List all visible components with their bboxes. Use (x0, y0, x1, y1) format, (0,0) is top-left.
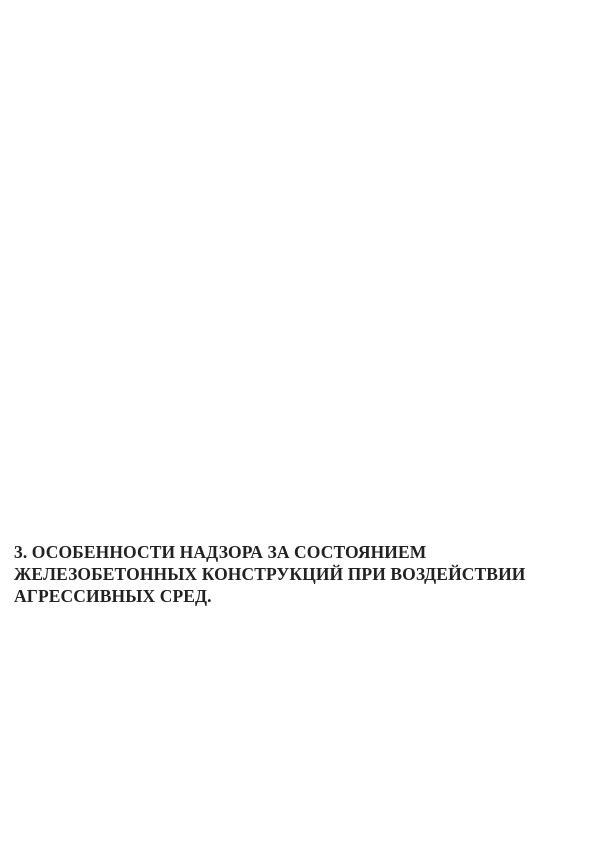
defect-list-item (14, 337, 581, 348)
section-3-paragraph (14, 766, 581, 788)
defect-list-item (14, 226, 581, 237)
defect-list-item (14, 286, 581, 297)
clause-paragraph (14, 417, 581, 450)
works-paragraph (14, 459, 581, 481)
intro-paragraph (14, 75, 581, 86)
intro-paragraph (14, 95, 581, 106)
intro-paragraph (14, 155, 581, 166)
defect-list-item (14, 246, 581, 257)
intro-paragraph (14, 115, 581, 126)
section-3-paragraph (14, 813, 581, 824)
section-3-paragraph (14, 726, 581, 759)
extra-list-item (14, 490, 581, 512)
inspection-note-paragraph (14, 175, 581, 197)
section-3-paragraph (14, 617, 581, 650)
section-3-paragraph (14, 657, 581, 679)
defect-list-item (14, 306, 581, 328)
defect-list-item (14, 357, 581, 368)
intro-paragraph (14, 33, 581, 66)
intro-paragraph (14, 2, 581, 24)
defect-list-item (14, 266, 581, 277)
extra-list-item (14, 521, 581, 532)
section-3-paragraph (14, 686, 581, 719)
defect-list-item (14, 377, 581, 388)
section-3-paragraph (14, 795, 581, 806)
section-3-heading: 3. ОСОБЕННОСТИ НАДЗОРА ЗА СОСТОЯНИЕМ ЖЕЛЕЗОБЕТОННЫХ КОНСТРУКЦИЙ ПРИ ВОЗДЕЙСТВИИ АГРЕССИВНЫХ СРЕД. (14, 542, 526, 606)
defect-list-item (14, 206, 581, 217)
intro-paragraph (14, 135, 581, 146)
defect-list-item (14, 397, 581, 408)
